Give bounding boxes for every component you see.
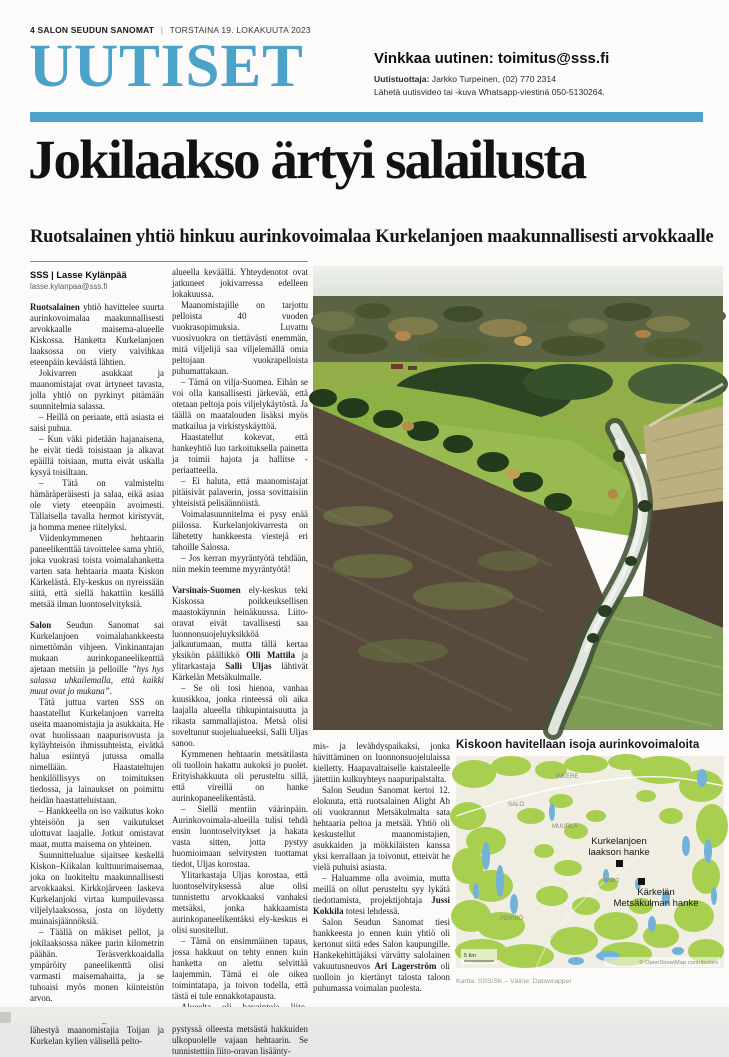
byline: SSS | Lasse Kylänpää — [30, 270, 127, 280]
article-paragraph: mis- ja levähdyspaikaksi, jonka hävittäminen on luonnonsuojelulaissa kielletty. Haapavaltaiselle kaistaleelle jätettiin kulkuyhteys naapuripalstalta. — [313, 741, 450, 784]
article-paragraph: Voimalasuunnitelma ei pysy enää piilossa. Kurkelanjokivarresta on lähetetty hankkeesta viestejä eri tahoille Salossa. — [172, 508, 308, 552]
article-paragraph: Salon Seudun Sanomat tiesi hankkeesta jo ennen kuin yhtiö oli kertonut siitä edes Salon kaupungille. Hankekehittäjäksi värvätty salolainen vakuutusneuvos Ari Lagerström oli tuolloin jo kiertänyt talosta taloon puhumassa voimalan puolesta. — [313, 916, 450, 993]
map-project1-line2: laakson hanke — [588, 847, 650, 858]
map-scale-label: 5 km — [464, 953, 476, 959]
masthead-divider: | — [160, 25, 164, 35]
article-paragraph: – Kun väki pidetään hajanaisena, he eivät tiedä toisistaan ja alkavat epäillä toisiaan, mutta eivät uskalla kysyä toisiltaan. — [30, 433, 164, 477]
tip-line: Vinkkaa uutinen: toimitus@sss.fi — [374, 50, 610, 67]
article-paragraph: – Jos kerran myyräntyötä tehdään, niin mekin teemme myyräntyötä! — [172, 552, 308, 574]
article-paragraph: Kymmenen hehtaarin metsätilasta oli tuolloin hakattu aukoksi jo puolet. Erityishakkuuta oli perusteltu sillä, että vireillä on hanke aurinkopaneelikentästä. — [172, 749, 308, 804]
map-marker-karkela — [638, 878, 645, 885]
map-label-muurla: MUURLA — [552, 824, 578, 830]
article-paragraph: – Se oli tosi hienoa, vanhaa kuusikkoa, jonka rinteessä oli aika laajalla alueella tihkupintaisuutta ja rikasta sammallajistoa. Metsä olisi soveltunut suojelualueeksi, Salli Uljas sanoo. — [172, 683, 308, 749]
article-paragraph: – Siellä mentiin väärinpäin. Aurinkovoimala-alueilla tulisi tehdä ensin luontoselvitykset ja hakata vasta sitten, jotta pystyy huomioimaan selvitysten tuottamat tiedot, Uljas korostaa. — [172, 804, 308, 870]
article-paragraph: – Täällä on mäkiset pellot, ja jokilaaksossa näkee parin kilometrin päähän. Teräsverkkoaidalla ympäröity paneelikenttä olisi varmasti maisemahaitta, ja se tuhoaisi myös monen kiinteistön arvon. — [30, 927, 164, 1004]
article-paragraph: Tätä juttua varten SSS on haastatellut Kurkelanjoen varrelta useita maanomistajia ja asukkaita. He ovat huolissaan naapurisovusta ja kyläyhteisön ihmissuhteista, eivätkä halua esiintyä jutussa omalla nimellään. Haastateltujen henkilöllisyys on toimituksen tiedossa, ja lainaukset on poimittu heidän haastatteluistaan. — [30, 696, 164, 806]
article-paragraph: Varsinais-Suomen ely-keskus teki Kiskossa poikkeuksellisen maastokäynnin heinäkuussa. Liito-oravat eivät tavallisesti saa luonnonsuojeluyksikköä jalkautumaan, mutta tällä kertaa yksikön päällikkö Olli Mattila ja ylitarkastaja Salli Uljas lähtivät Kärkelän Metsäkulmalle. — [172, 584, 308, 683]
map-label-salo: SALO — [508, 802, 525, 808]
producer-label: Uutistuottaja: — [374, 74, 430, 84]
article-paragraph: – Tämä on ensimmäinen tapaus, jossa hakkuut on tehty ennen kuin hanketta on alettu selvittää laajemmin. Tämä ei ole oikea toimintatapa, ja toivon todella, että tästä ei tule ennakkotapausta. — [172, 936, 308, 1001]
locator-map-block — [456, 739, 724, 985]
article-paragraph: – Tätä on valmisteltu hämäräperäisesti ja salaa, eikä asiaa ole viety eteenpäin avoimesti. Tällaisella tavalla hermot kiristyvät, ja homma menee riitelyksi. — [30, 477, 164, 532]
article-column-3 — [313, 741, 450, 1021]
producer-value: Jarkko Turpeinen, (02) 770 2314 — [429, 74, 556, 84]
map-label-inkere: INKERE — [556, 774, 579, 780]
locator-map — [456, 756, 724, 968]
article-paragraph: – Ei haluta, että maanomistajat pitäisivät palaverin, jossa sovittaisiin yhteisistä pelisäännöistä. — [172, 475, 308, 508]
article-paragraph: – Haluamme olla avoimia, mutta meillä on ollut perusteltu syy lykätä tiedottamista, projektijohtaja Jussi Kokkila totesi lehdessä. — [313, 872, 450, 916]
whatsapp-line: Lähetä uutisvideo tai -kuva Whatsapp-viestinä 050-5130264. — [374, 87, 605, 98]
article-paragraph: Maanomistajille on tarjottu pelloista 40 vuoden vuokrasopimuksia. Luvattu vuosivuokra on tiettävästi enemmän, mitä viljelijä saa viljelemällä omia peltojaan vuokrapelloista puhumattakaan. — [172, 299, 308, 376]
article-paragraph: Viidenkymmenen hehtaarin paneelikenttää tavoittelee sama yhtiö, joka vuokrasi toista voimalahanketta varten sata hehtaaria maata Kiskon Kärkelästä. Ely-keskus on nyreissään siitä, että siellä hakattiin kesällä metsää ilman luontoselvityksiä. — [30, 532, 164, 609]
article-paragraph: Ylitarkastaja Uljas korostaa, että luontoselvityksessä alue olisi tunnistettu arvokkaaksi vanhaksi metsäksi, jonka hakkaamista aurinkopaneelikentäksi ely-keskus ei olisi suositellut. — [172, 870, 308, 936]
map-label-pernio: PERNIÖ — [500, 916, 524, 922]
article-paragraph: – Heillä on periaate, että asiasta ei saisi puhua. — [30, 411, 164, 433]
article-paragraph: Jokivarren asukkaat ja maanomistajat ovat ärtyneet tavasta, jolla yhtiö on pyrkinyt pitämään suunnitelmia salassa. — [30, 368, 164, 411]
map-label-kisko: KISKO — [604, 878, 620, 884]
aerial-photo-graphic — [313, 266, 723, 730]
map-project2-line1: Kärkelän — [637, 887, 675, 898]
contact-block — [374, 50, 704, 100]
article-column-2 — [172, 267, 308, 1056]
scan-bottom-edge — [0, 1007, 729, 1023]
column-1-paragraphs — [30, 302, 164, 1047]
map-project2-line2: Metsäkulman hanke — [613, 898, 699, 909]
column-top-rule — [30, 261, 308, 262]
article-paragraph: alueella keväällä. Yhteydenotot ovat jatkuneet jokivarressa edelleen lokakuussa. — [172, 267, 308, 299]
article-column-1 — [30, 267, 164, 1047]
article-paragraph: Ruotsalainen yhtiö havittelee suurta aurinkovoimalaa maakunnallisesti arvokkaalle maisema-alueelle Kiskossa. Hanketta Kurkelanjoen laaksossa on viety vaivihkaa eteenpäin keväästä lähtien. — [30, 302, 164, 368]
map-credit: Kartta: SSS/SK – Väline: Datawrapper — [456, 978, 572, 985]
article-paragraph: Suunnittelualue sijaitsee keskellä Kiskon–Kiikalan kulttuurimaisemaa, joka on luokiteltu maakunnallisesti arvokkaaksi. Kirkkojärveen laskeva Kurkelanjoki virtaa kumpuilevassa viljelylaaksossa, josta on löydetty muinaisjäännöksiä. — [30, 850, 164, 927]
article-paragraph: Haastatellut kokevat, että hankeyhtiö luo tarkoituksella painetta ja toimii hajota ja hallitse -periaatteella. — [172, 431, 308, 475]
section-divider-bar — [30, 112, 703, 122]
map-attribution — [604, 957, 720, 967]
article-paragraph: – Tämä on vilja-Suomea. Eihän se voi olla kansallisesti järkevää, että otetaan peltoja pois viljelykäytöstä. Ja täällä on maatalouden lisäksi myös matkailua ja virkistyskäyttöä. — [172, 376, 308, 431]
article-paragraph: Salon Seudun Sanomat kertoi 12. elokuuta, että ruotsalainen Alight Ab oli vuokrannut Metsäkulmalta sata hehtaaria peltoa ja metsää. Yhtiö oli keskustellut maanomistajien, asukkaiden ja mökkiläisten kanssa yksi kerrallaan ja toivonut, etteivät he vielä puhuisi asiasta. — [313, 784, 450, 872]
article-paragraph: lähestyä maanomistajia Toijan ja Kurkelan kylien välisellä pelto- — [30, 1025, 164, 1047]
article-paragraph: Salon Seudun Sanomat sai Kurkelanjoen voimalahankkeesta nimettömän vihjeen. Vinkinantajan mukaan aurinkopaneelikenttiä ajetaan metsiin ja pelloille ”hys hys salassa uhkailemalla, että kaikki muut ovat jo mukana”. — [30, 619, 164, 696]
byline-email: lasse.kylanpaa@sss.fi — [30, 282, 108, 292]
scan-corner-smudge — [0, 1012, 11, 1023]
producer-line — [374, 73, 704, 86]
article-subheadline: Ruotsalainen yhtiö hinkuu aurinkovoimalaa Kurkelanjoen maakunnallisesti arvokkaalle — [30, 227, 714, 247]
page-number: 4 — [30, 25, 35, 35]
aerial-photo — [313, 266, 723, 730]
article-paragraph: – Hankkeella on iso vaikutus koko yhteisöön ja sen vaikutukset ulottuvat laajalle. Jotkut omistavat maat, mutta maisema on yhteinen. — [30, 806, 164, 850]
issue-date: TORSTAINA 19. LOKAKUUTA 2023 — [169, 25, 311, 35]
map-marker-kurkelanjoki — [616, 860, 623, 867]
svg-text:© OpenStreetMap contributors: © OpenStreetMap contributors — [639, 960, 718, 966]
article-paragraph: pystyssä olleesta metsästä hakkuiden ulkopuolelle vajaan hehtaarin. Se tunnistettiin liito-oravan lisäänty- — [172, 1023, 308, 1056]
map-title: Kiskoon havitellaan isoja aurinkovoimaloita — [456, 739, 700, 751]
section-title: UUTISET — [29, 33, 304, 100]
map-scale-bar — [461, 949, 497, 964]
article-headline: Jokilaakso ärtyi salailusta — [28, 129, 586, 190]
map-project1-line1: Kurkelanjoen — [591, 836, 647, 847]
paper-name: SALON SEUDUN SANOMAT — [37, 25, 155, 35]
